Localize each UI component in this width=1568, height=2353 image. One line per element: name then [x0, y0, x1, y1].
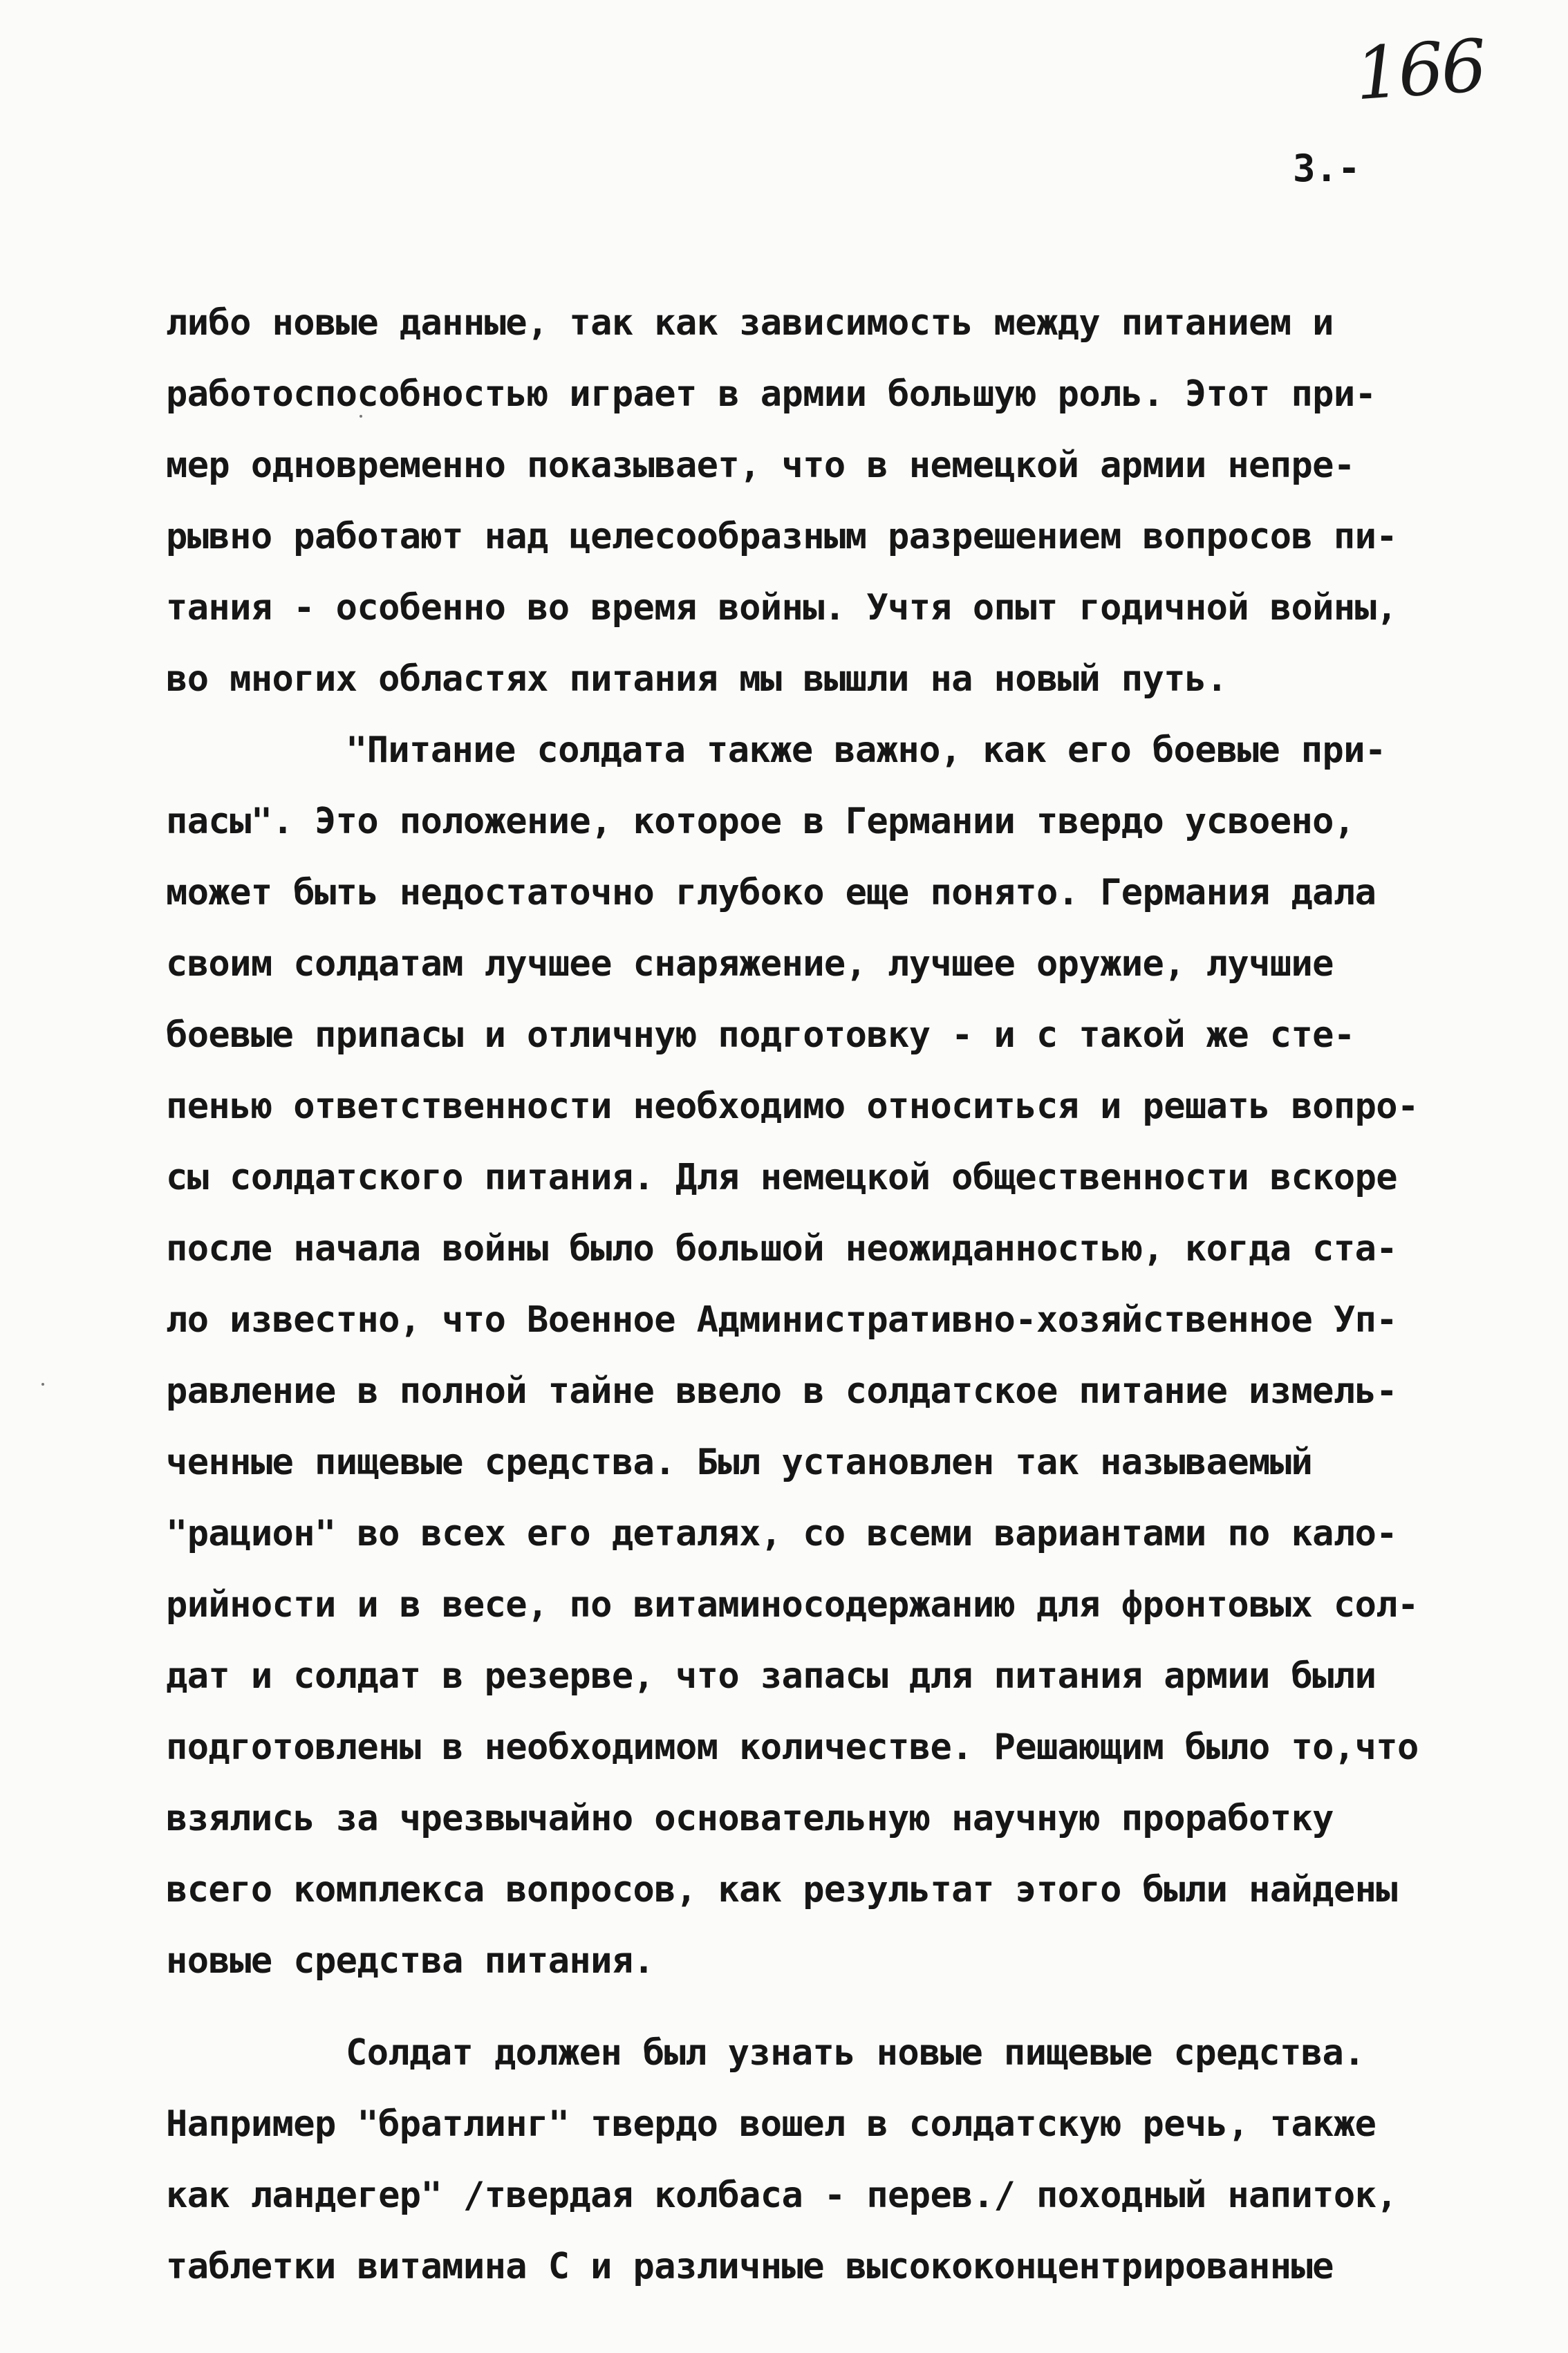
- text-line: равление в полной тайне ввело в солдатское питание измель-: [166, 1370, 1397, 1412]
- text-line: тания - особенно во время войны. Учтя опыт годичной войны,: [166, 587, 1397, 629]
- text-line: таблетки витамина С и различные высококонцентрированные: [166, 2246, 1334, 2287]
- text-line: рийности и в весе, по витаминосодержанию для фронтовых сол-: [166, 1584, 1419, 1626]
- text-line: взялись за чрезвычайно основательную научную проработку: [166, 1798, 1334, 1839]
- text-line: дат и солдат в резерве, что запасы для питания армии были: [166, 1655, 1376, 1697]
- paper-speck: [360, 415, 362, 418]
- page-number: 3.-: [1293, 147, 1361, 190]
- text-line: новые средства питания.: [166, 1940, 655, 1982]
- text-line: мер одновременно показывает, что в немецкой армии непре-: [166, 445, 1355, 486]
- text-line: после начала войны было большой неожиданностью, когда ста-: [166, 1228, 1397, 1269]
- paper-speck: [41, 1383, 44, 1386]
- text-line: сы солдатского питания. Для немецкой общественности вскоре: [166, 1157, 1397, 1198]
- text-line: ло известно, что Военное Административно-хозяйственное Уп-: [166, 1299, 1397, 1341]
- text-line: всего комплекса вопросов, как результат этого были найдены: [166, 1869, 1397, 1910]
- text-line: работоспособностью играет в армии большую роль. Этот при-: [166, 373, 1376, 415]
- text-line: ченные пищевые средства. Был установлен так называемый: [166, 1442, 1313, 1483]
- text-line: может быть недостаточно глубоко еще понято. Германия дала: [166, 872, 1376, 913]
- text-line: Например "братлинг" твердо вошел в солдатскую речь, также: [166, 2103, 1376, 2145]
- text-line: как ландегер" /твердая колбаса - перев./ походный напиток,: [166, 2175, 1397, 2216]
- text-line: "рацион" во всех его деталях, со всеми вариантами по кало-: [166, 1513, 1397, 1554]
- text-line: пенью ответственности необходимо относиться и решать вопро-: [166, 1086, 1419, 1127]
- text-line: рывно работают над целесообразным разрешением вопросов пи-: [166, 516, 1397, 557]
- text-line: подготовлены в необходимом количестве. Решающим было то,что: [166, 1727, 1419, 1768]
- paragraph-start-line: Солдат должен был узнать новые пищевые средства.: [346, 2032, 1365, 2074]
- handwritten-folio-number: 166: [1352, 23, 1487, 117]
- paragraph-start-line: "Питание солдата также важно, как его боевые при-: [346, 729, 1386, 771]
- text-line: либо новые данные, так как зависимость между питанием и: [166, 302, 1334, 344]
- text-line: своим солдатам лучшее снаряжение, лучшее оружие, лучшие: [166, 943, 1334, 985]
- text-line: пасы". Это положение, которое в Германии твердо усвоено,: [166, 801, 1355, 842]
- typed-body-text: [166, 288, 1521, 2303]
- text-line: боевые припасы и отличную подготовку - и с такой же сте-: [166, 1014, 1355, 1056]
- text-line: во многих областях питания мы вышли на новый путь.: [166, 658, 1228, 700]
